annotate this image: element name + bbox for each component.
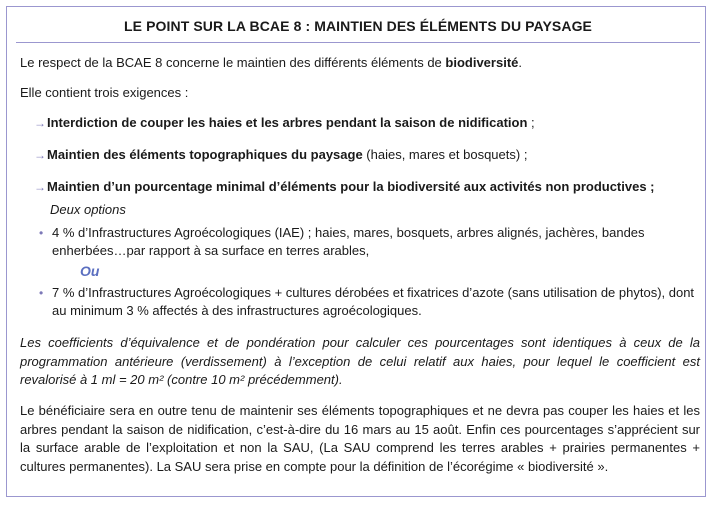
- coefficients-paragraph: Les coefficients d’équivalence et de pondération pour calculer ces pourcentages sont identiques à ceux de la programmation antérieure (verdissement) à l’exception de celui relatif aux haies, pour lequel le coefficient est revalorisé à 1 ml = 20 m² (contre 10 m² précédemment).: [20, 335, 700, 387]
- requirement-1: [34, 115, 535, 131]
- requirement-1-bold: Interdiction de couper les haies et les arbres pendant la saison de nidification: [47, 115, 528, 130]
- requirement-2: [34, 147, 527, 163]
- title-divider: [16, 42, 700, 43]
- arrow-icon: →: [34, 180, 46, 194]
- requirement-2-bold: Maintien des éléments topographiques du paysage: [47, 147, 363, 162]
- requirement-3: [34, 179, 655, 195]
- options-label: Deux options: [50, 202, 126, 217]
- option-1-text: 4 % d’Infrastructures Agroécologiques (IAE) ; haies, mares, bosquets, arbres alignés, jachères, bandes enherbées…par rapport à sa surface en terres arables,: [52, 225, 645, 258]
- intro-line-1: [20, 55, 522, 71]
- requirement-2-rest: (haies, mares et bosquets) ;: [362, 147, 528, 162]
- requirement-3-bold: Maintien d’un pourcentage minimal d’éléments pour la biodiversité aux activités non productives ;: [47, 179, 655, 194]
- arrow-icon: →: [34, 116, 46, 130]
- or-label: Ou: [80, 263, 100, 279]
- bullet-icon: •: [39, 286, 44, 300]
- intro-line-1-suffix: .: [518, 55, 522, 70]
- intro-line-1-bold: biodiversité: [445, 55, 519, 70]
- option-2-text: 7 % d’Infrastructures Agroécologiques + cultures dérobées et fixatrices d’azote (sans utilisation de phytos), dont au minimum 3 % affectés à des infrastructures agroécologiques.: [52, 285, 695, 318]
- intro-line-2: Elle contient trois exigences :: [20, 85, 189, 100]
- beneficiary-paragraph: Le bénéficiaire sera en outre tenu de maintenir ses éléments topographiques et ne devra pas couper les haies et les arbres pendant la saison de nidification, c’est-à-dire du 16 mars au 15 août. Enfin ces pourcentages s’apprécient sur la surface arable de l’exploitation et non la SAU, (La SAU comprend les terres arables + prairies permanentes + cultures permanentes). La SAU sera prise en compte pour la définition de l’écorégime « biodiversité ».: [20, 403, 700, 474]
- option-2: [39, 284, 700, 320]
- bullet-icon: •: [39, 226, 44, 240]
- document-title: LE POINT SUR LA BCAE 8 : MAINTIEN DES ÉLÉMENTS DU PAYSAGE: [123, 18, 592, 34]
- arrow-icon: →: [34, 148, 46, 162]
- intro-line-1-text: Le respect de la BCAE 8 concerne le maintien des différents éléments de: [20, 55, 446, 70]
- requirement-1-rest: ;: [527, 115, 535, 130]
- option-1: [39, 224, 700, 260]
